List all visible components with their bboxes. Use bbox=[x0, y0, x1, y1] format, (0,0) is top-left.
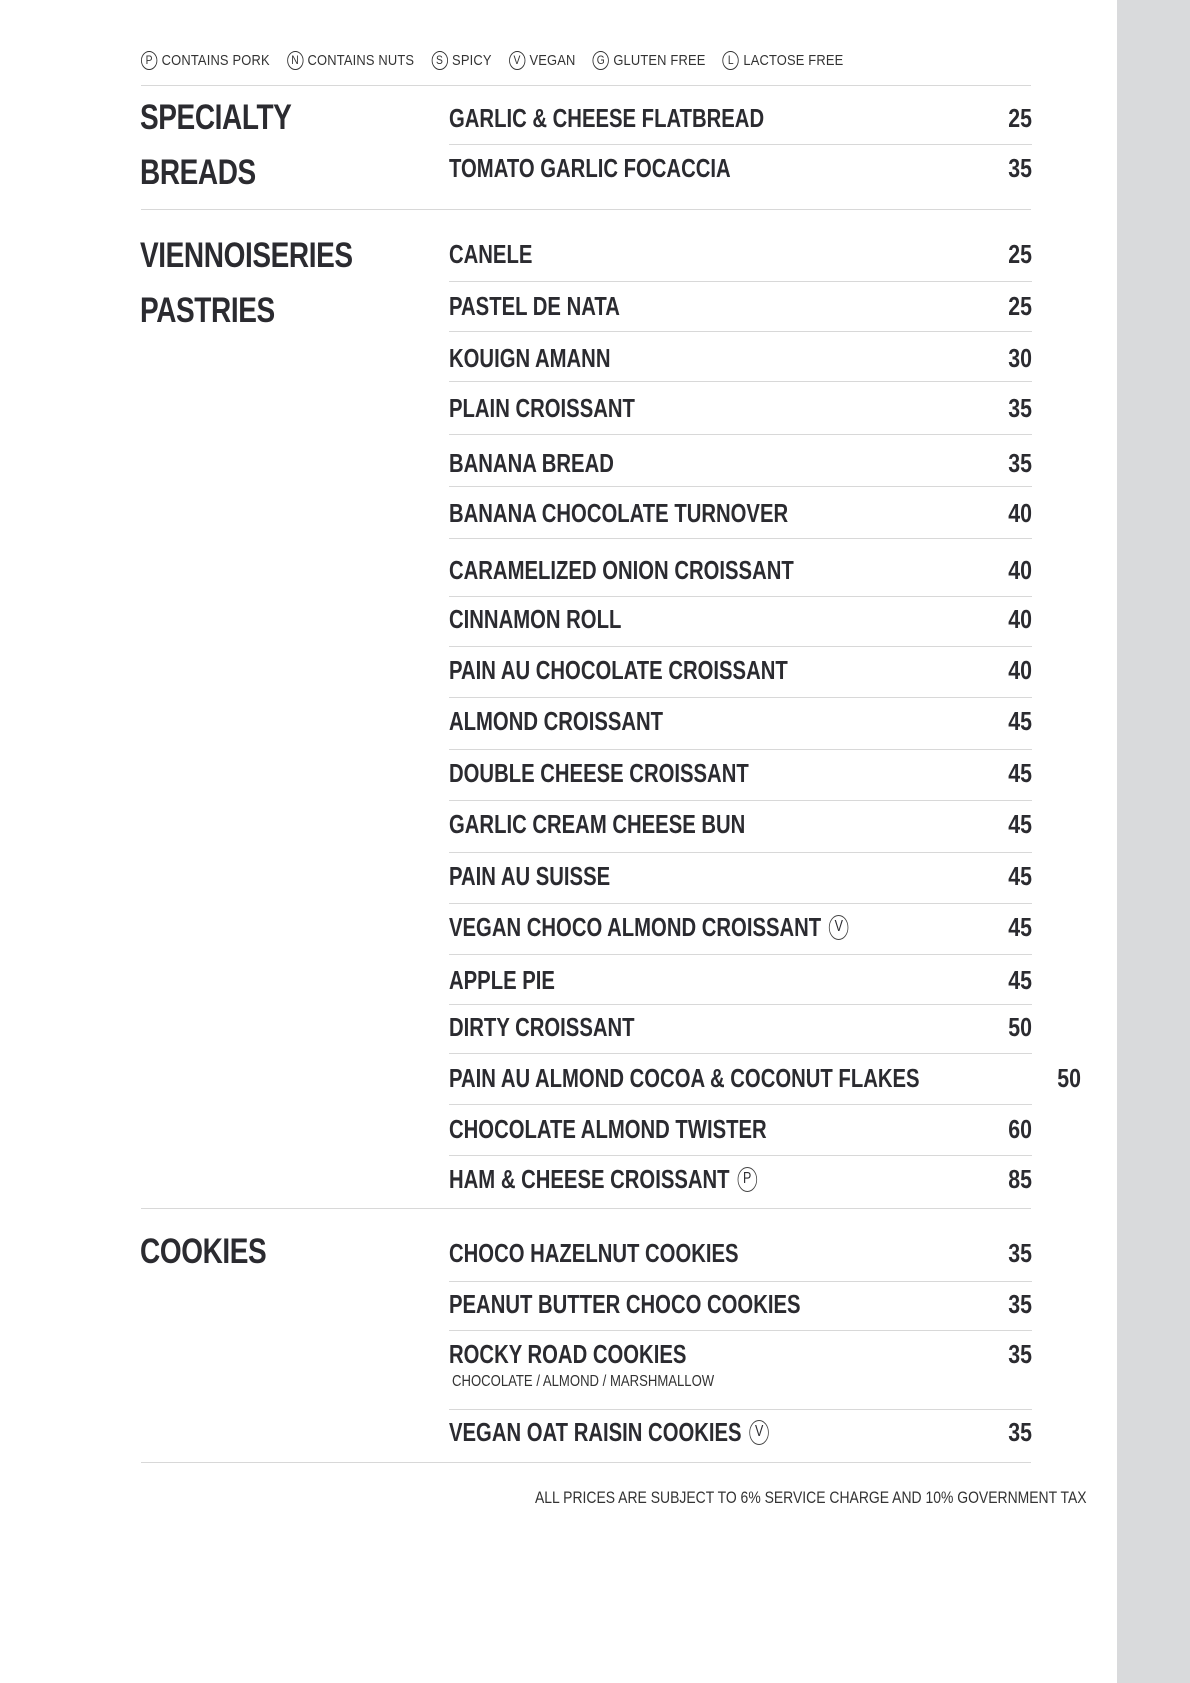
item-price: 45 bbox=[1008, 964, 1032, 995]
item-divider bbox=[449, 1053, 1032, 1054]
item-name: PAIN AU SUISSE bbox=[449, 860, 611, 891]
item-price: 30 bbox=[1008, 342, 1032, 373]
item-name: CARAMELIZED ONION CROISSANT bbox=[449, 554, 794, 585]
item-price: 85 bbox=[1008, 1163, 1032, 1194]
page-side-margin bbox=[1117, 0, 1190, 1683]
item-divider bbox=[449, 1004, 1032, 1005]
item-name: PAIN AU CHOCOLATE CROISSANT bbox=[449, 654, 788, 685]
item-divider bbox=[449, 331, 1032, 332]
menu-item bbox=[449, 1279, 1032, 1329]
item-divider bbox=[449, 1155, 1032, 1156]
spicy-icon: S bbox=[431, 51, 447, 70]
item-name: BANANA CHOCOLATE TURNOVER bbox=[449, 497, 789, 528]
item-name: CINNAMON ROLL bbox=[449, 603, 622, 634]
item-price: 45 bbox=[1008, 705, 1032, 736]
item-price: 35 bbox=[1008, 1288, 1032, 1319]
item-price: 35 bbox=[1008, 152, 1032, 183]
item-name: BANANA BREAD bbox=[449, 447, 614, 478]
lactose-free-icon: L bbox=[723, 51, 739, 70]
pork-icon: P bbox=[737, 1167, 757, 1192]
item-price: 35 bbox=[1008, 392, 1032, 423]
item-price: 45 bbox=[1008, 808, 1032, 839]
item-divider bbox=[449, 596, 1032, 597]
item-name: HAM & CHEESE CROISSANT P bbox=[449, 1164, 757, 1195]
item-divider bbox=[449, 434, 1032, 435]
vegan-icon: V bbox=[509, 51, 525, 70]
section-title-specialty-breads: SPECIALTY BREADS bbox=[140, 98, 292, 192]
item-price: 35 bbox=[1008, 1416, 1032, 1447]
footer-divider bbox=[141, 1462, 1031, 1463]
item-price: 40 bbox=[1008, 554, 1032, 585]
item-price: 40 bbox=[1008, 654, 1032, 685]
item-name: TOMATO GARLIC FOCACCIA bbox=[449, 152, 731, 183]
item-price: 25 bbox=[1008, 290, 1032, 321]
item-name: PASTEL DE NATA bbox=[449, 290, 620, 321]
legend-item-pork: P CONTAINS PORK bbox=[141, 51, 270, 70]
item-divider bbox=[449, 1281, 1032, 1282]
item-price: 60 bbox=[1008, 1113, 1032, 1144]
item-name: ROCKY ROAD COOKIES bbox=[449, 1338, 687, 1369]
item-price: 50 bbox=[1057, 1062, 1082, 1093]
legend-item-gluten-free: G GLUTEN FREE bbox=[593, 51, 706, 70]
item-name: VEGAN OAT RAISIN COOKIES V bbox=[449, 1417, 769, 1448]
vegan-icon: V bbox=[829, 915, 849, 940]
menu-item bbox=[449, 799, 1032, 849]
menu-item bbox=[449, 488, 1032, 538]
legend-item-nuts: N CONTAINS NUTS bbox=[287, 51, 414, 70]
item-divider bbox=[449, 800, 1032, 801]
menu-item bbox=[449, 333, 1032, 383]
item-divider bbox=[449, 281, 1032, 282]
menu-item bbox=[449, 1104, 1032, 1154]
nuts-icon: N bbox=[287, 51, 303, 70]
dietary-legend bbox=[141, 47, 932, 73]
item-divider bbox=[449, 1330, 1032, 1331]
item-price: 35 bbox=[1008, 1237, 1032, 1268]
menu-item bbox=[449, 1329, 1032, 1390]
menu-item bbox=[449, 902, 1032, 952]
item-price: 25 bbox=[1008, 238, 1032, 269]
item-name: DOUBLE CHEESE CROISSANT bbox=[449, 757, 749, 788]
gluten-free-icon: G bbox=[593, 51, 609, 70]
item-name: CHOCO HAZELNUT COOKIES bbox=[449, 1237, 739, 1268]
item-price: 45 bbox=[1008, 860, 1032, 891]
pork-icon: P bbox=[141, 51, 157, 70]
item-divider bbox=[449, 1104, 1032, 1105]
menu-item bbox=[449, 594, 1032, 644]
item-divider bbox=[449, 954, 1032, 955]
menu-item bbox=[449, 1228, 1032, 1278]
menu-item bbox=[449, 383, 1032, 433]
legend-item-vegan: V VEGAN bbox=[509, 51, 576, 70]
item-divider bbox=[449, 538, 1032, 539]
item-name: APPLE PIE bbox=[449, 964, 555, 995]
item-name: VEGAN CHOCO ALMOND CROISSANT V bbox=[449, 912, 848, 943]
item-price: 35 bbox=[1008, 1338, 1032, 1369]
item-divider bbox=[449, 749, 1032, 750]
item-price: 40 bbox=[1008, 603, 1032, 634]
menu-item bbox=[449, 1407, 1032, 1457]
menu-item bbox=[449, 438, 1032, 488]
item-name: ALMOND CROISSANT bbox=[449, 705, 664, 736]
item-price: 25 bbox=[1008, 102, 1032, 133]
section-divider bbox=[141, 209, 1031, 210]
menu-item bbox=[449, 1053, 1082, 1103]
item-divider bbox=[449, 381, 1032, 382]
item-price: 45 bbox=[1008, 757, 1032, 788]
menu-item bbox=[449, 955, 1032, 1005]
menu-item bbox=[449, 143, 1032, 193]
legend-item-lactose-free: L LACTOSE FREE bbox=[723, 51, 844, 70]
item-price: 35 bbox=[1008, 447, 1032, 478]
menu-item bbox=[449, 545, 1032, 595]
section-title-viennoiseries-pastries: VIENNOISERIES PASTRIES bbox=[140, 236, 353, 330]
item-name: CHOCOLATE ALMOND TWISTER bbox=[449, 1113, 767, 1144]
item-divider bbox=[449, 903, 1032, 904]
item-divider bbox=[449, 852, 1032, 853]
menu-item bbox=[449, 1002, 1032, 1052]
item-name: PEANUT BUTTER CHOCO COOKIES bbox=[449, 1288, 801, 1319]
menu-item bbox=[449, 93, 1032, 143]
item-name: GARLIC CREAM CHEESE BUN bbox=[449, 808, 746, 839]
legend-item-spicy: S SPICY bbox=[431, 51, 491, 70]
menu-item bbox=[449, 229, 1032, 279]
menu-item bbox=[449, 1154, 1032, 1204]
menu-item bbox=[449, 281, 1032, 331]
menu-item bbox=[449, 696, 1032, 746]
menu-item bbox=[449, 851, 1032, 901]
legend-divider bbox=[141, 85, 1031, 86]
item-name: PLAIN CROISSANT bbox=[449, 392, 635, 423]
item-divider bbox=[449, 646, 1032, 647]
item-price: 50 bbox=[1008, 1011, 1032, 1042]
item-price: 40 bbox=[1008, 497, 1032, 528]
footnote: ALL PRICES ARE SUBJECT TO 6% SERVICE CHARGE AND 10% GOVERNMENT TAX bbox=[535, 1488, 1087, 1507]
item-divider bbox=[449, 697, 1032, 698]
item-name: DIRTY CROISSANT bbox=[449, 1011, 635, 1042]
item-name: GARLIC & CHEESE FLATBREAD bbox=[449, 102, 765, 133]
item-name: PAIN AU ALMOND COCOA & COCONUT FLAKES bbox=[449, 1062, 920, 1093]
vegan-icon: V bbox=[749, 1420, 769, 1445]
item-divider bbox=[449, 1409, 1032, 1410]
menu-item bbox=[449, 748, 1032, 798]
item-price: 45 bbox=[1008, 911, 1032, 942]
item-description: CHOCOLATE / ALMOND / MARSHMALLOW bbox=[452, 1373, 715, 1390]
item-name: CANELE bbox=[449, 238, 533, 269]
item-name: KOUIGN AMANN bbox=[449, 342, 611, 373]
item-divider bbox=[449, 486, 1032, 487]
section-title-cookies: COOKIES bbox=[140, 1232, 267, 1271]
section-divider bbox=[141, 1208, 1031, 1209]
menu-item bbox=[449, 645, 1032, 695]
